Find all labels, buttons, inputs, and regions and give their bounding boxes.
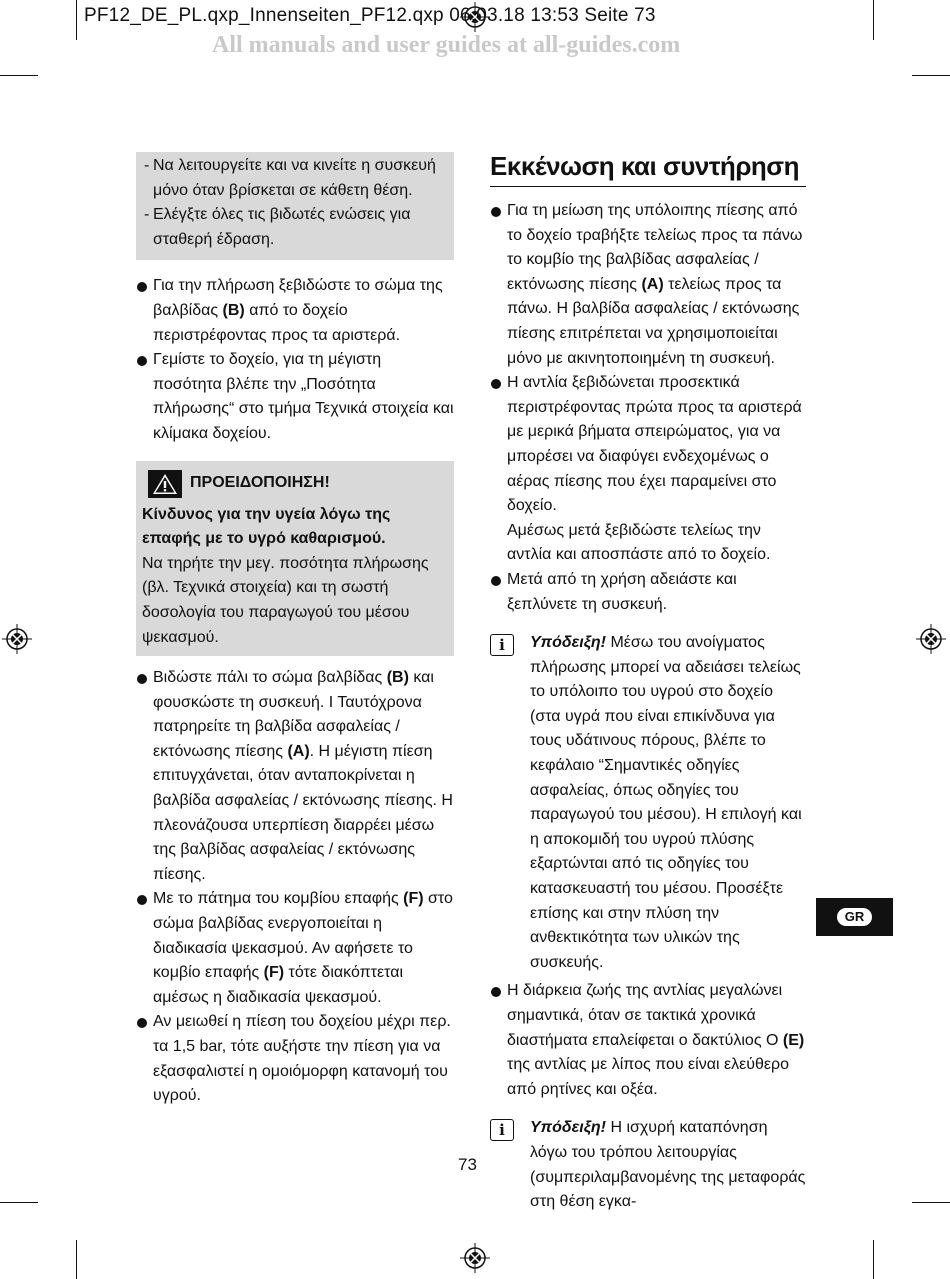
crop-mark [76, 0, 77, 40]
bullet-dot-icon [137, 282, 147, 292]
note-text: Η ισχυρή καταπόνηση λόγω του τρόπου λειτουργίας (συμπεριλαμβανομένης της μεταφοράς στη θέση εγκα- [530, 1119, 806, 1211]
crop-mark [912, 75, 950, 76]
registration-mark-icon [460, 1243, 490, 1273]
crop-mark [0, 1202, 38, 1203]
list-item: Για την πλήρωση ξεβιδώστε το σώμα της βαλβίδας (B) από το δοχείο περιστρέφοντας προς τα αριστερά. [136, 274, 454, 348]
bullet-dot-icon [137, 1018, 147, 1028]
list-item-extra-text: Αμέσως μετά ξεβιδώστε τελείως την αντλία και αποσπάστε από το δοχείο. [507, 521, 771, 564]
warning-box [136, 461, 454, 657]
watermark: All manuals and user guides at all-guides.com [212, 32, 681, 58]
info-icon: i [490, 634, 514, 656]
bullet-dot-icon [491, 987, 501, 997]
list-item: - Ελέγξτε όλες τις βιδωτές ενώσεις για σταθερή έδραση. [144, 206, 411, 248]
list-item: Αν μειωθεί η πίεση του δοχείου μέχρι περ. τα 1,5 bar, τότε αυξήστε την πίεση για να εξασφαλιστεί η ομοιόμορφη κατανομή του υγρού. [136, 1010, 454, 1108]
note-text: Μέσω του ανοίγματος πλήρωσης μπορεί να αδειάσει τελείως το υπόλοιπο του υγρού στο δοχείο (στα υγρά που είναι επικίνδυνα για τους υδάτινους πόρους, βλέπε το κεφάλαιο “Σημαντικές οδηγίες ασφαλείας, όπως οδηγίες του παραγωγού του μέσου). Η επιλογή και η αποκομιδή του υγρού πλύσης εξαρτώνται από τις οδηγίες του κατασκευαστή του μέσου. Προσέξτε επίσης και στην πλύση την ανθεκτικότητα των υλικών της συσκευής. [530, 634, 802, 971]
info-icon: i [490, 1119, 514, 1141]
print-header: PF12_DE_PL.qxp_Innenseiten_PF12.qxp 06.03.18 13:53 Seite 73 [84, 5, 656, 26]
warning-title: ΠΡΟΕΙΔΟΠΟΙΗΣΗ! [190, 474, 330, 492]
grey-note-box [136, 152, 454, 260]
language-tab [816, 898, 893, 936]
registration-mark-icon [2, 624, 32, 654]
warning-text: Να τηρήτε την μεγ. ποσότητα πλήρωσης (βλ. Τεχνικά στοιχεία) και τη σωστή δοσολογία του παραγωγού του μέσου ψεκασμού. [142, 554, 429, 646]
warning-header [142, 469, 448, 499]
crop-mark [0, 75, 38, 76]
list-item-text: Ελέγξτε όλες τις βιδωτές ενώσεις για σταθερή έδραση. [153, 206, 411, 248]
note-block [490, 631, 806, 975]
list-item: - Να λειτουργείτε και να κινείτε η συσκευή μόνο όταν βρίσκεται σε κάθετη θέση. [144, 157, 436, 199]
list-item: Με το πάτημα του κομβίου επαφής (F) στο σώμα βαλβίδας ενεργοποιείται η διαδικασία ψεκασμού. Αν αφήσετε το κομβίο επαφής (F) τότε διακόπτεται αμέσως η διαδικασία ψεκασμού. [136, 887, 454, 1010]
bullet-dot-icon [491, 379, 501, 389]
bullet-dot-icon [491, 207, 501, 217]
left-column [136, 152, 454, 1109]
crop-mark [873, 0, 874, 40]
bullet-dot-icon [137, 356, 147, 366]
list-item: Γεμίστε το δοχείο, για τη μέγιστη ποσότητα βλέπε την „Ποσότητα πλήρωσης“ στο τμήμα Τεχνικά στοιχεία και κλίμακα δοχείου. [136, 348, 454, 446]
note-lead: Υπόδειξη! [530, 634, 606, 652]
list-item: Βιδώστε πάλι το σώμα βαλβίδας (B) και φουσκώστε τη συσκευή. Ι Ταυτόχρονα πατρηρείτε τη βαλβίδα ασφαλείας / εκτόνωσης πίεσης (A). Η μέγιστη πίεση επιτυγχάνεται, όταν ανταποκρίνεται η βαλβίδα ασφαλείας / εκτόνωσης πίεσης. Η πλεονάζουσα υπερπίεση διαρρέει μέσω της βαλβίδας ασφαλείας / εκτόνωσης πίεσης. [136, 666, 454, 887]
note-lead: Υπόδειξη! [530, 1119, 606, 1137]
bullet-dot-icon [137, 674, 147, 684]
crop-mark [873, 1240, 874, 1279]
language-tab-label: GR [837, 908, 873, 926]
list-item: Για τη μείωση της υπόλοιπης πίεσης από το δοχείο τραβήξτε τελείως προς τα πάνω το κομβίο της βαλβίδας ασφαλείας / εκτόνωσης πίεσης (A) τελείως προς τα πάνω. Η βαλβίδα ασφαλείας / εκτόνωσης πίεσης επιτρέπεται να χρησιμοποιείται μόνο με ακινητοποιημένη τη συσκευή. [490, 199, 806, 371]
list-item: Η διάρκεια ζωής της αντλίας μεγαλώνει σημαντικά, όταν σε τακτικά χρονικά διαστήματα επαλείφεται ο δακτύλιος Ο (E) της αντλίας με λίπος που είναι ελεύθερο από ρητίνες και οξέα. [490, 979, 806, 1102]
page-number: 73 [458, 1155, 477, 1174]
bullet-dot-icon [137, 895, 147, 905]
crop-mark [912, 1202, 950, 1203]
registration-mark-icon [916, 624, 946, 654]
bullet-dot-icon [491, 576, 501, 586]
note-block [490, 1116, 806, 1214]
list-item: Μετά από τη χρήση αδειάστε και ξεπλύνετε τη συσκευή. [490, 568, 806, 617]
list-item-text: Να λειτουργείτε και να κινείτε η συσκευή μόνο όταν βρίσκεται σε κάθετη θέση. [153, 157, 436, 199]
warning-triangle-icon [148, 470, 182, 498]
crop-mark [76, 1240, 77, 1279]
bullet-list [136, 274, 454, 446]
right-column [490, 150, 806, 1215]
bullet-list [136, 666, 454, 1109]
section-title: Εκκένωση και συντήρηση [490, 150, 806, 187]
warning-bold-text: Κίνδυνος για την υγεία λόγω της επαφής με το υγρό καθαρισμού. [142, 505, 391, 548]
list-item: Η αντλία ξεβιδώνεται προσεκτικά περιστρέφοντας πρώτα προς τα αριστερά με μερικά βήματα σπειρώματος, για να μπορέσει να διαφύγει ενδεχομένως ο αέρας πίεσης που έχει παραμείνει στο δοχείο. Αμέσως μετά ξεβιδώστε τελείως την αντλία και αποσπάστε από το δοχείο. [490, 371, 806, 568]
